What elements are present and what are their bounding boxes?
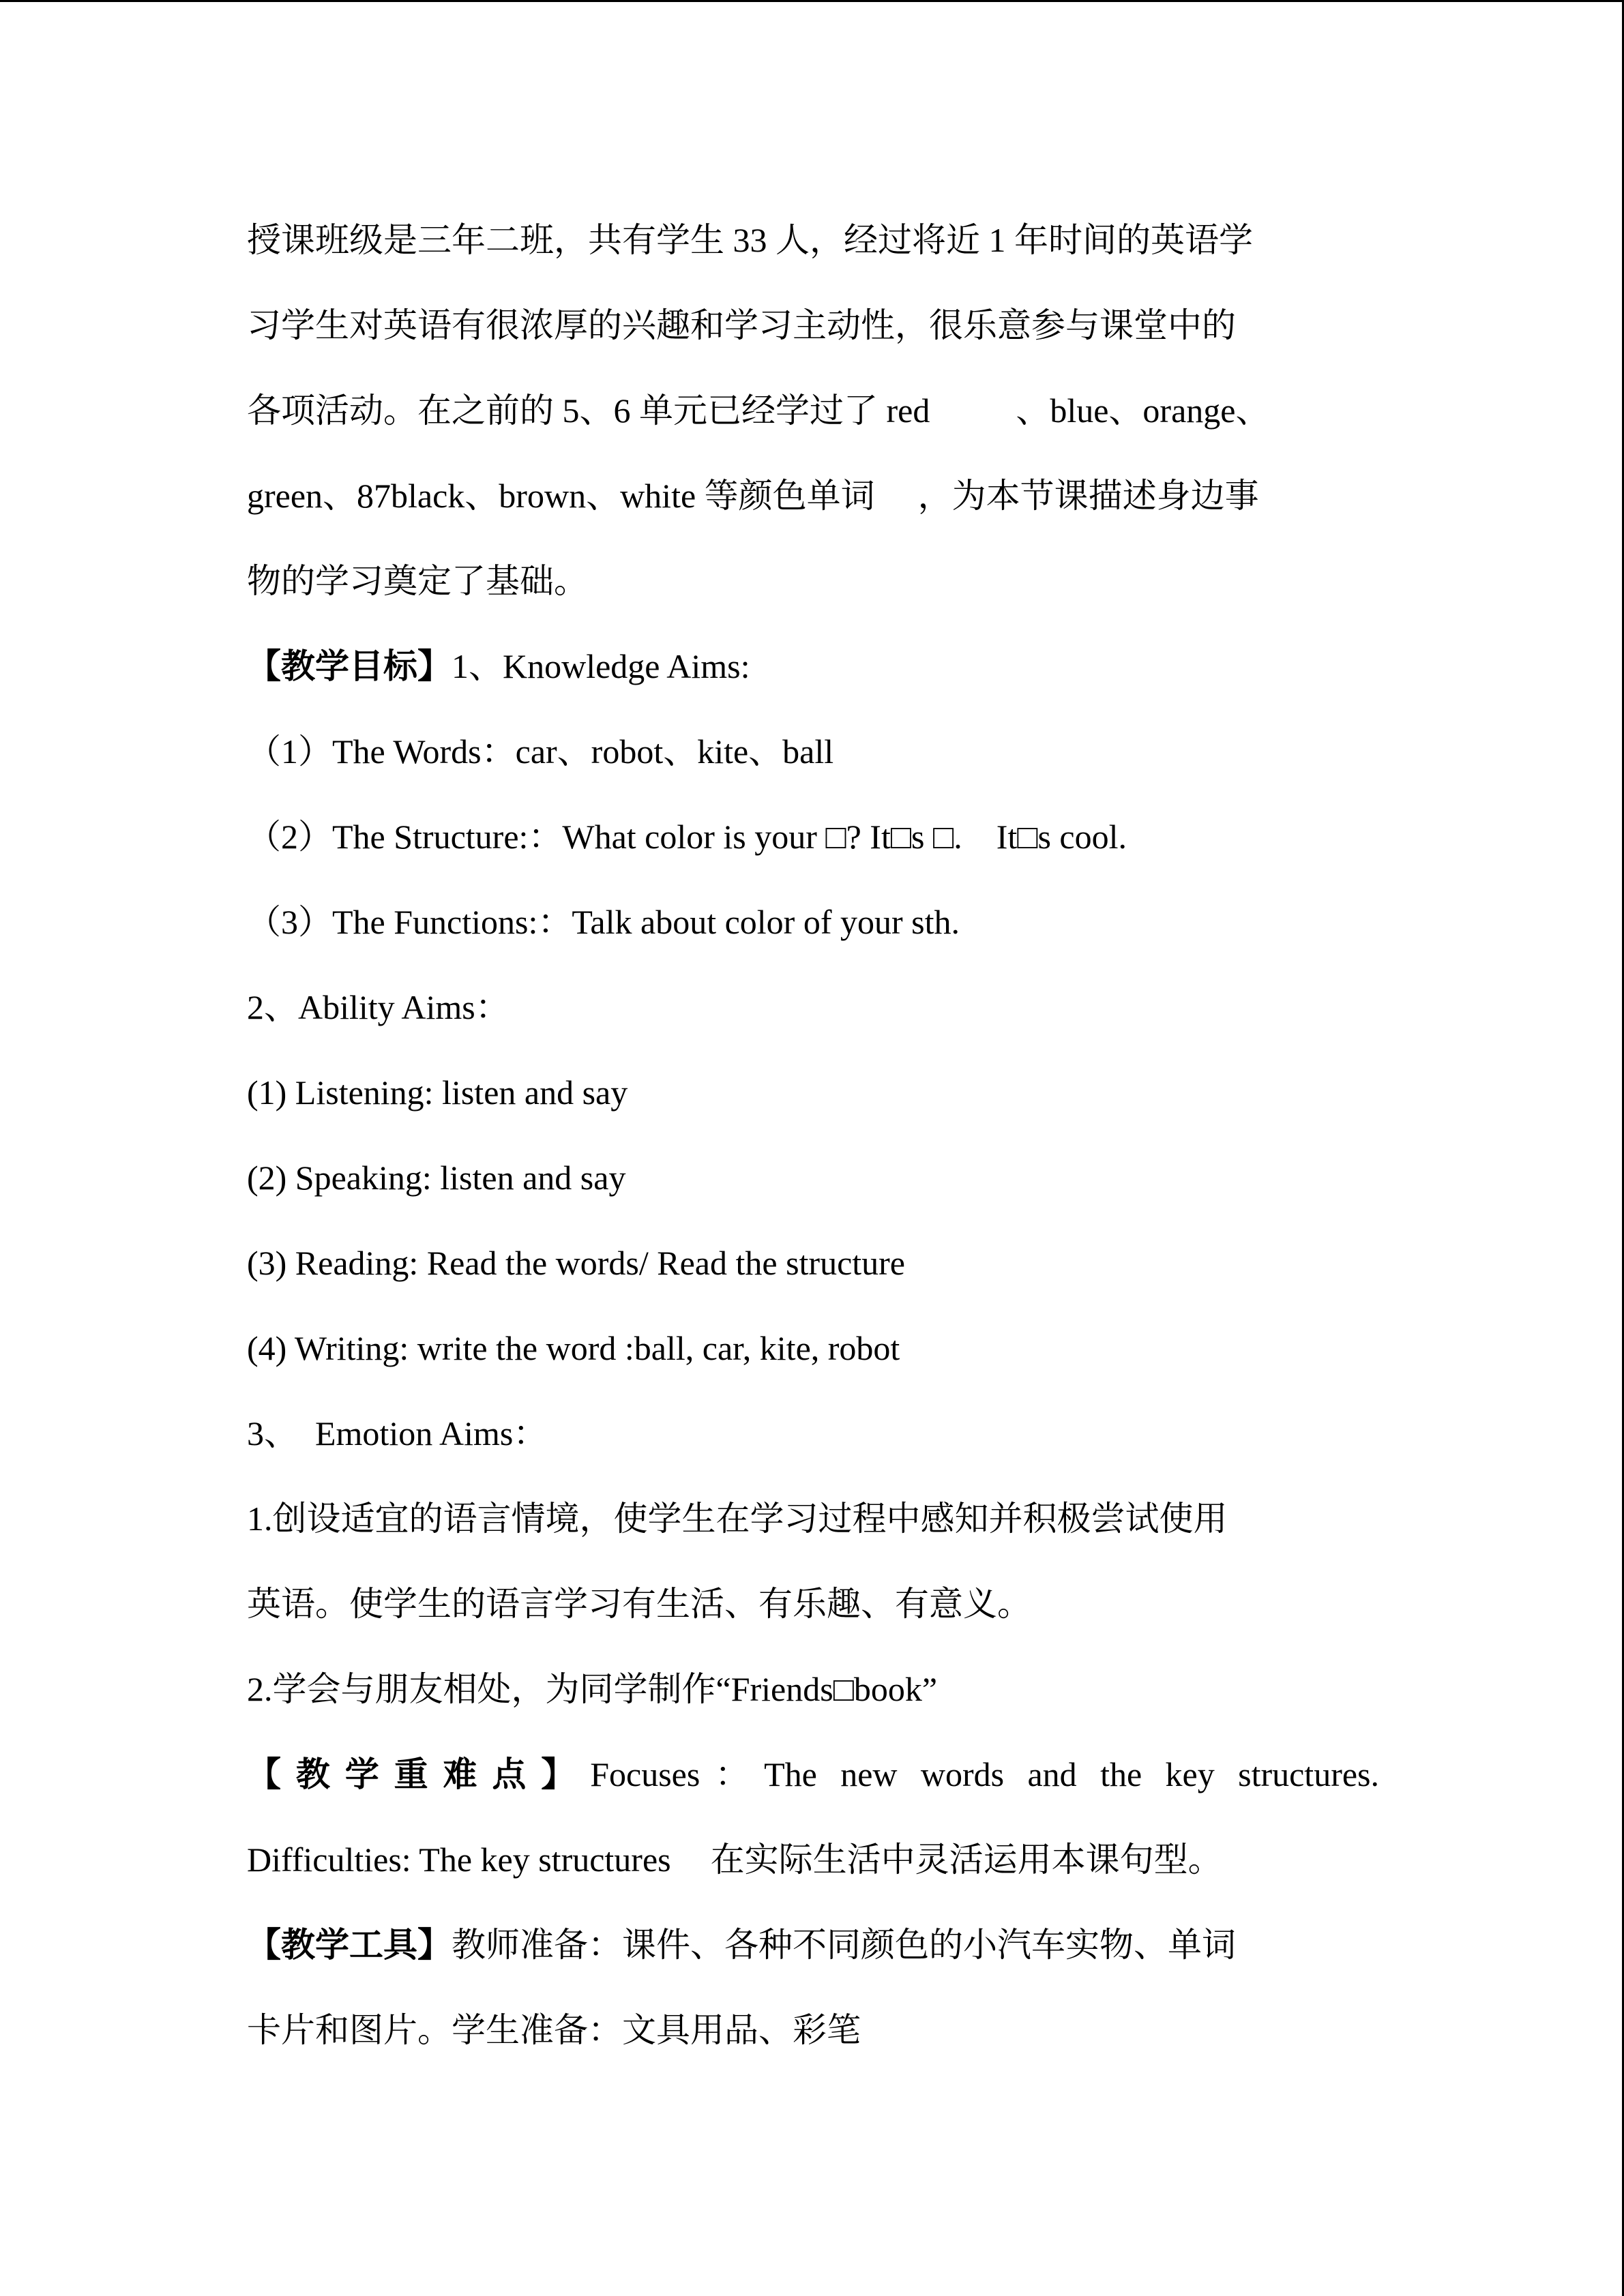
- emotion-line: 2.学会与朋友相处，为同学制作“Friends□book”: [247, 1670, 938, 1708]
- teaching-aims-heading: 【教学目标】: [247, 647, 452, 685]
- intro-line-2: 习学生对英语有很浓厚的兴趣和学习主动性，很乐意参与课堂中的: [247, 306, 1236, 344]
- knowledge-item: （3）The Functions:：Talk about color of your sth.: [247, 903, 960, 941]
- tools-text: 教师准备：课件、各种不同颜色的小汽车实物、单词: [452, 1926, 1236, 1964]
- emotion-line: 英语。使学生的语言学习有生活、有乐趣、有意义。: [247, 1585, 1031, 1623]
- intro-line-3: [247, 368, 1379, 453]
- focus-heading: 【教学重难点】: [247, 1755, 591, 1793]
- knowledge-item: （2）The Structure:：What color is your □? It□s □. It□s cool.: [247, 818, 1127, 856]
- difficulties-chinese: 在实际生活中灵活运用本课句型。: [710, 1840, 1222, 1879]
- emotion-line: 1.创设适宜的语言情境，使学生在学习过程中感知并积极尝试使用: [247, 1500, 1228, 1538]
- intro-line-5: 物的学习奠定了基础。: [247, 562, 588, 600]
- focus-line-2: [247, 1817, 1379, 1903]
- intro-line-3-part-a: 各项活动。在之前的 5、6 单元已经学过了 red: [247, 391, 930, 430]
- emotion-aims-title: 3、 Emotion Aims：: [247, 1414, 548, 1452]
- teaching-aims-line: [247, 624, 1379, 709]
- intro-line-4-part-a: green、87black、brown、white 等颜色单词: [247, 477, 875, 515]
- tools-line-2: 卡片和图片。学生准备：文具用品、彩笔: [247, 2011, 861, 2049]
- tools-heading: 【教学工具】: [247, 1926, 452, 1964]
- ability-item: (4) Writing: write the word :ball, car, kite, robot: [247, 1329, 900, 1367]
- intro-line-3-part-b: 、blue、orange、: [1016, 391, 1270, 430]
- intro-line-4-part-b: ，为本节课描述身边事: [917, 477, 1259, 515]
- tools-line-1: [247, 1903, 1379, 1988]
- focus-text: Focuses：The new words and the key structures.: [590, 1755, 1379, 1793]
- ability-item: (3) Reading: Read the words/ Read the structure: [247, 1244, 905, 1282]
- ability-item: (2) Speaking: listen and say: [247, 1159, 626, 1197]
- knowledge-aims-title: 1、Knowledge Aims:: [452, 647, 750, 685]
- ability-item: (1) Listening: listen and say: [247, 1073, 628, 1112]
- difficulties-text: Difficulties: The key structures: [247, 1840, 671, 1879]
- intro-line-4: [247, 453, 1379, 539]
- focus-line-1: [247, 1732, 1379, 1817]
- document-page: [247, 198, 1379, 2073]
- ability-aims-title: 2、Ability Aims：: [247, 988, 510, 1026]
- intro-line-1: 授课班级是三年二班，共有学生 33 人，经过将近 1 年时间的英语学: [247, 221, 1253, 259]
- top-border-line: [0, 0, 1624, 2]
- knowledge-item: （1）The Words：car、robot、kite、ball: [247, 732, 834, 771]
